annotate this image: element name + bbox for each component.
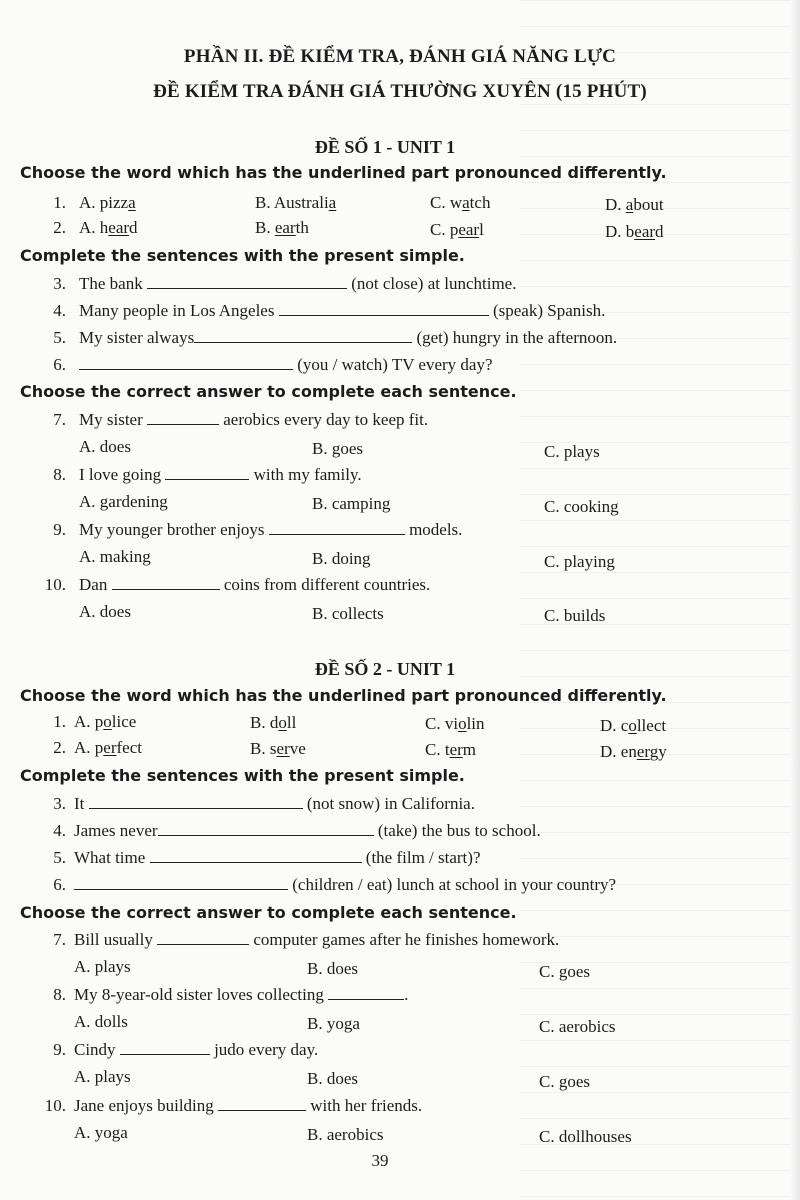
option-c[interactable]: C. dollhouses xyxy=(539,1127,632,1146)
question-number: 8. xyxy=(53,985,66,1004)
fill-in-sentence: (children / eat) lunch at school in your country? xyxy=(74,875,616,895)
answer-blank[interactable] xyxy=(328,985,404,1000)
option-b[interactable]: B. does xyxy=(307,959,358,978)
option-d: D. energy xyxy=(600,742,667,761)
fill-in-sentence: What time (the film / start)? xyxy=(74,848,481,867)
option-b: B. doll xyxy=(250,713,297,732)
answer-blank[interactable] xyxy=(165,465,249,480)
answer-blank[interactable] xyxy=(74,875,288,890)
answer-blank[interactable] xyxy=(112,575,220,590)
question-number: 5. xyxy=(53,848,66,867)
fill-in-sentence: It (not snow) in California. xyxy=(74,794,475,813)
option-a: A. perfect xyxy=(74,738,142,757)
mc-sentence: My sister aerobics every day to keep fit. xyxy=(79,410,429,429)
question-number: 10. xyxy=(44,1096,66,1115)
answer-blank[interactable] xyxy=(89,794,303,809)
option-a[interactable]: A. does xyxy=(79,437,131,456)
question-number: 7. xyxy=(53,410,66,429)
fill-in-sentence: (you / watch) TV every day? xyxy=(79,355,493,375)
test1-title: ĐỀ SỐ 1 - UNIT 1 xyxy=(314,137,456,157)
option-c: C. violin xyxy=(425,714,485,733)
option-a: A. pizza xyxy=(79,193,136,212)
test2-instruction-present-simple: Complete the sentences with the present simple. xyxy=(20,766,465,785)
test-type-heading: ĐỀ KIỂM TRA ĐÁNH GIÁ THƯỜNG XUYÊN (15 PHÚT) xyxy=(153,81,647,102)
mc-sentence: My younger brother enjoys models. xyxy=(79,520,463,539)
question-number: 4. xyxy=(53,821,66,840)
question-number: 1. xyxy=(53,193,66,212)
option-a: A. heard xyxy=(79,218,138,237)
answer-blank[interactable] xyxy=(194,328,412,343)
question-number: 5. xyxy=(53,328,66,347)
option-d: D. collect xyxy=(600,716,667,735)
question-number: 7. xyxy=(53,930,66,949)
option-b[interactable]: B. aerobics xyxy=(307,1125,384,1144)
mc-sentence: Bill usually computer games after he finishes homework. xyxy=(74,930,560,949)
answer-blank[interactable] xyxy=(269,520,405,535)
option-c[interactable]: C. builds xyxy=(544,606,606,625)
fill-in-sentence: Many people in Los Angeles (speak) Spanish. xyxy=(79,301,606,320)
part-heading: PHẦN II. ĐỀ KIỂM TRA, ĐÁNH GIÁ NĂNG LỰC xyxy=(183,46,617,67)
option-d: D. beard xyxy=(605,222,664,241)
question-number: 10. xyxy=(44,575,66,594)
test1-instruction-pronunciation: Choose the word which has the underlined part pronounced differently. xyxy=(20,163,667,182)
question-number: 9. xyxy=(53,1040,66,1059)
mc-sentence: Dan coins from different countries. xyxy=(79,575,431,594)
option-a[interactable]: A. yoga xyxy=(74,1123,128,1142)
option-c[interactable]: C. plays xyxy=(544,442,600,461)
fill-in-sentence: My sister always (get) hungry in the afternoon. xyxy=(79,328,618,347)
test2-instruction-pronunciation: Choose the word which has the underlined part pronounced differently. xyxy=(20,686,667,705)
option-b: B. serve xyxy=(250,739,306,758)
option-b: B. Australia xyxy=(255,193,337,212)
option-b[interactable]: B. yoga xyxy=(307,1014,360,1033)
question-number: 6. xyxy=(53,875,66,894)
question-number: 8. xyxy=(53,465,66,484)
option-b[interactable]: B. goes xyxy=(312,439,363,458)
option-c: C. watch xyxy=(430,193,491,212)
answer-blank[interactable] xyxy=(157,930,249,945)
option-a[interactable]: A. making xyxy=(79,547,151,566)
option-a[interactable]: A. does xyxy=(79,602,131,621)
question-number: 3. xyxy=(53,794,66,813)
question-number: 1. xyxy=(53,712,66,731)
option-c[interactable]: C. playing xyxy=(544,552,615,571)
option-c[interactable]: C. goes xyxy=(539,962,590,981)
option-c[interactable]: C. aerobics xyxy=(539,1017,616,1036)
option-a[interactable]: A. gardening xyxy=(79,492,168,511)
option-b[interactable]: B. doing xyxy=(312,549,371,568)
option-a[interactable]: A. plays xyxy=(74,957,131,976)
mc-sentence: Jane enjoys building with her friends. xyxy=(74,1096,423,1115)
test2-title: ĐỀ SỐ 2 - UNIT 1 xyxy=(314,659,456,679)
fill-in-sentence: The bank (not close) at lunchtime. xyxy=(79,274,517,293)
question-number: 4. xyxy=(53,301,66,320)
option-c[interactable]: C. goes xyxy=(539,1072,590,1091)
fill-in-sentence: James never (take) the bus to school. xyxy=(74,821,541,840)
option-b: B. earth xyxy=(255,218,309,237)
mc-sentence: I love going with my family. xyxy=(79,465,362,484)
test1-instruction-present-simple: Complete the sentences with the present simple. xyxy=(20,246,465,265)
answer-blank[interactable] xyxy=(147,410,219,425)
option-b[interactable]: B. camping xyxy=(312,494,391,513)
answer-blank[interactable] xyxy=(279,301,489,316)
page-edge-shadow xyxy=(790,0,800,1200)
option-c[interactable]: C. cooking xyxy=(544,497,619,516)
test2-instruction-multiple-choice: Choose the correct answer to complete each sentence. xyxy=(20,903,517,922)
option-b[interactable]: B. does xyxy=(307,1069,358,1088)
option-a[interactable]: A. dolls xyxy=(74,1012,128,1031)
page-number: 39 xyxy=(371,1151,389,1170)
answer-blank[interactable] xyxy=(120,1040,210,1055)
question-number: 6. xyxy=(53,355,66,374)
question-number: 2. xyxy=(53,738,66,757)
answer-blank[interactable] xyxy=(218,1096,306,1111)
question-number: 3. xyxy=(53,274,66,293)
answer-blank[interactable] xyxy=(79,355,293,370)
option-c: C. pearl xyxy=(430,220,484,239)
answer-blank[interactable] xyxy=(147,274,347,289)
option-a: A. police xyxy=(74,712,137,731)
option-a[interactable]: A. plays xyxy=(74,1067,131,1086)
option-b[interactable]: B. collects xyxy=(312,604,384,623)
option-c: C. term xyxy=(425,740,477,759)
mc-sentence: My 8-year-old sister loves collecting . xyxy=(74,985,409,1004)
answer-blank[interactable] xyxy=(158,821,374,836)
option-d: D. about xyxy=(605,195,664,214)
question-number: 9. xyxy=(53,520,66,539)
question-number: 2. xyxy=(53,218,66,237)
answer-blank[interactable] xyxy=(150,848,362,863)
mc-sentence: Cindy judo every day. xyxy=(74,1040,319,1059)
test1-instruction-multiple-choice: Choose the correct answer to complete each sentence. xyxy=(20,382,517,401)
